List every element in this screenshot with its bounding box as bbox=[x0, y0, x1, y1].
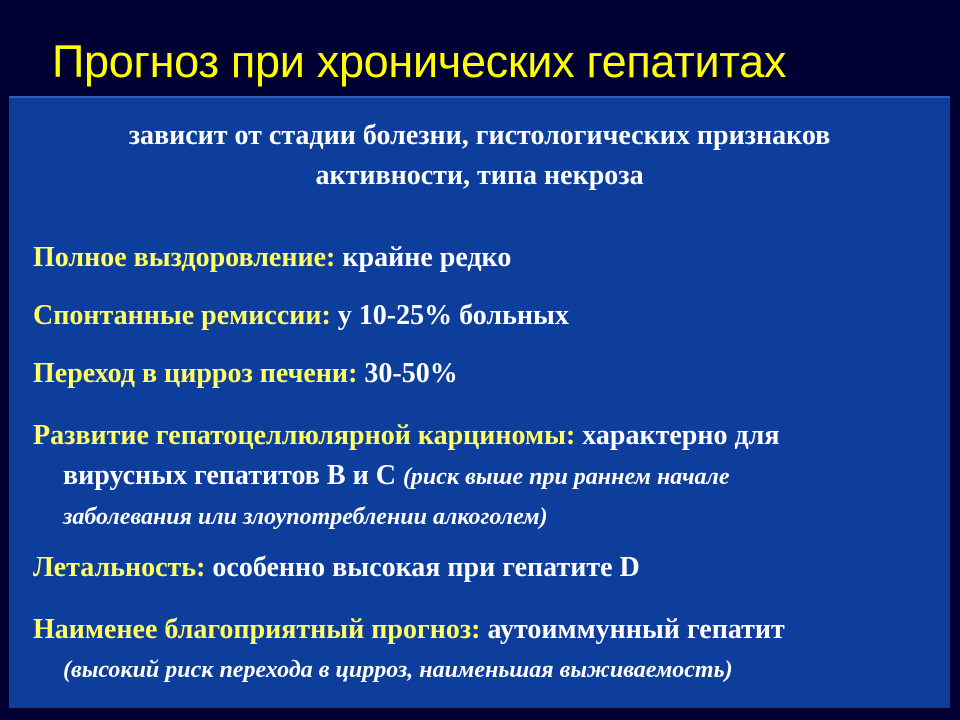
item-label: Полное выздоровление: bbox=[33, 242, 336, 273]
item-label: Спонтанные ремиссии: bbox=[33, 300, 331, 331]
item-note-1: (риск выше при раннем начале bbox=[402, 464, 730, 490]
item-note: (высокий риск перехода в цирроз, наименьшая выживаемость) bbox=[63, 657, 733, 683]
item-spontaneous-remission bbox=[33, 296, 933, 336]
item-worst-prognosis bbox=[33, 610, 933, 690]
item-value: особенно высокая при гепатите D bbox=[205, 552, 640, 583]
item-cirrhosis-transition bbox=[33, 354, 933, 394]
item-value: у 10-25% больных bbox=[330, 300, 569, 331]
intro-line-2: активности, типа некроза bbox=[315, 160, 644, 191]
intro-line-1: зависит от стадии болезни, гистологических признаков bbox=[128, 120, 831, 151]
item-value: крайне редко bbox=[335, 242, 512, 273]
item-lethality bbox=[33, 548, 933, 588]
item-full-recovery bbox=[33, 238, 933, 278]
intro-text bbox=[9, 116, 950, 196]
item-cont-text: вирусных гепатитов В и С bbox=[63, 460, 403, 491]
item-label: Переход в цирроз печени: bbox=[33, 358, 358, 389]
item-value: 30-50% bbox=[357, 358, 458, 389]
item-continuation bbox=[33, 456, 933, 497]
item-label: Развитие гепатоцеллюлярной карциномы: bbox=[33, 420, 576, 451]
item-value: характерно для bbox=[575, 420, 780, 451]
item-note-2: заболевания или злоупотреблении алкоголем) bbox=[63, 504, 548, 530]
slide-title: Прогноз при хронических гепатитах bbox=[52, 36, 787, 87]
item-label: Наименее благоприятный прогноз: bbox=[33, 614, 481, 645]
item-value: аутоиммунный гепатит bbox=[480, 614, 785, 645]
item-label: Летальность: bbox=[33, 552, 206, 583]
item-carcinoma bbox=[33, 416, 933, 537]
content-panel bbox=[9, 96, 950, 708]
